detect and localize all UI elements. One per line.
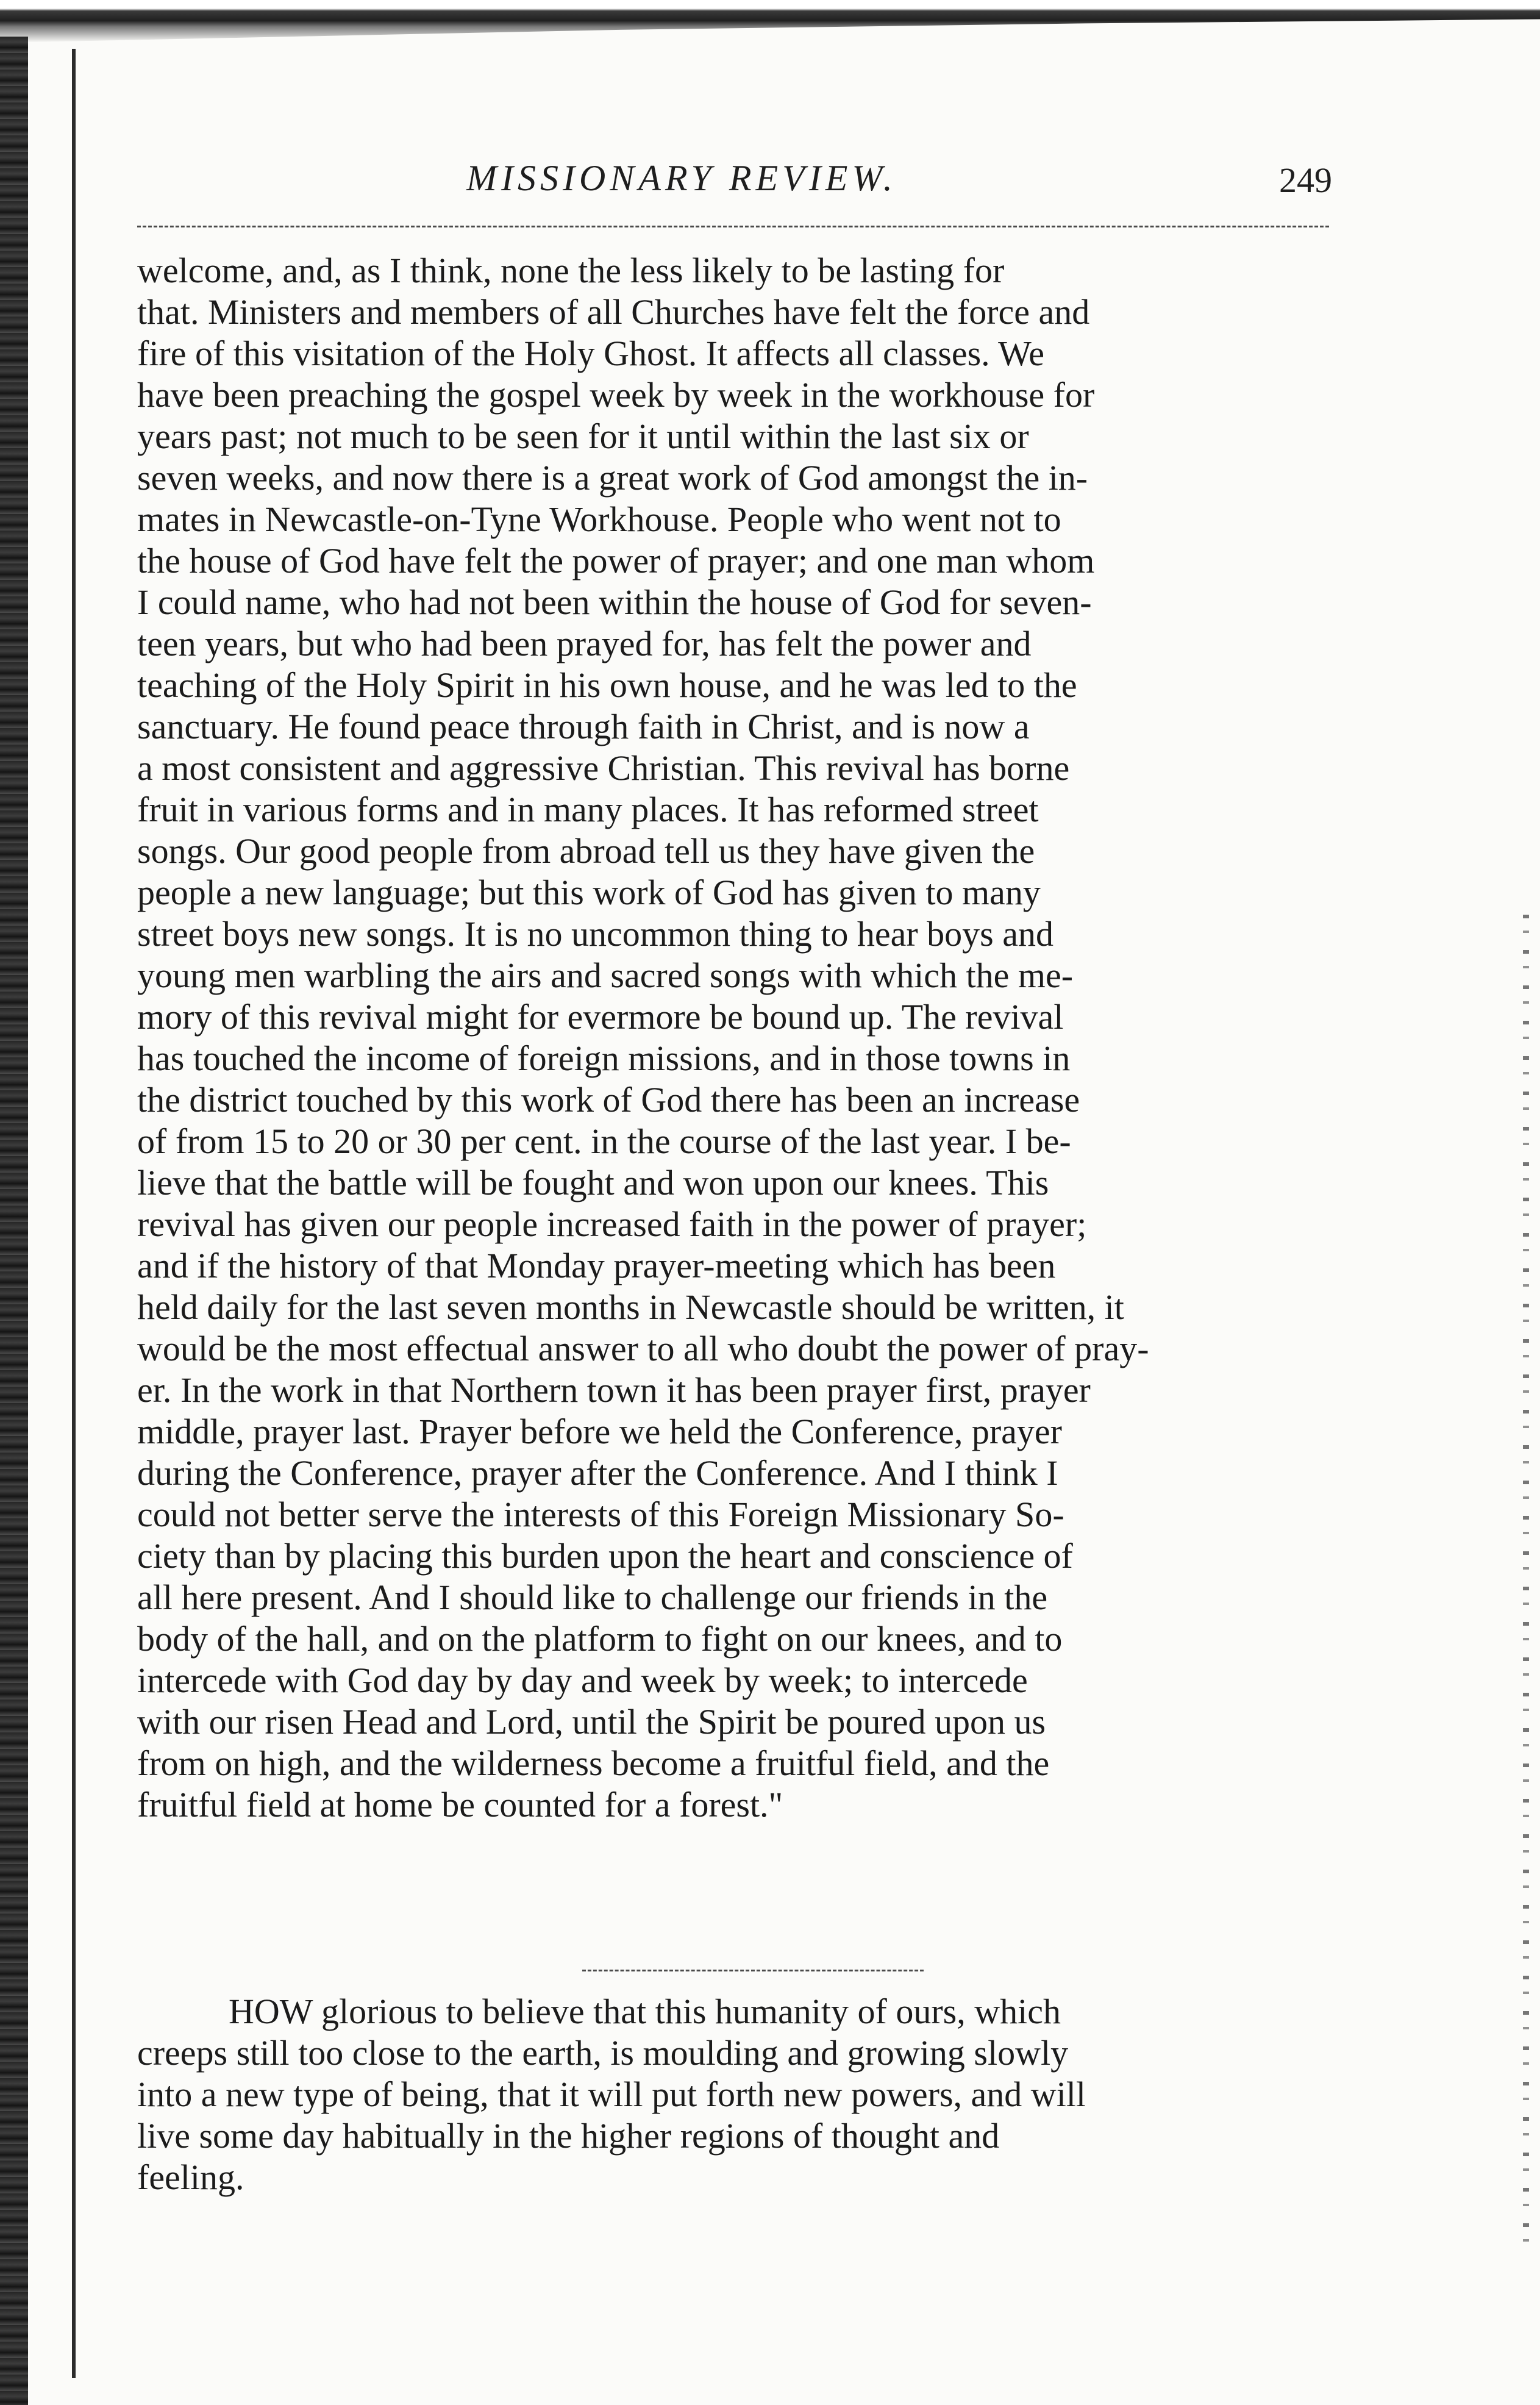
body-line: body of the hall, and on the platform to fight on our knees, and to (137, 1619, 1063, 1659)
body-line: have been preaching the gospel week by week in the workhouse for (137, 375, 1095, 415)
body-line: mory of this revival might for evermore be bound up. The revival (137, 997, 1064, 1037)
body-line: street boys new songs. It is no uncommon thing to hear boys and (137, 914, 1053, 954)
body-line: could not better serve the interests of this Foreign Missionary So- (137, 1495, 1064, 1534)
body-line: mates in Newcastle-on-Tyne Workhouse. People who went not to (137, 499, 1061, 539)
body-line: from on high, and the wilderness become a fruitful field, and the (137, 1743, 1050, 1783)
body-line: young men warbling the airs and sacred songs with which the me- (137, 956, 1074, 995)
body-line: er. In the work in that Northern town it has been prayer first, prayer (137, 1370, 1091, 1410)
running-title: MISSIONARY REVIEW. (466, 158, 897, 198)
quote-line: live some day habitually in the higher regions of thought and (137, 2116, 1000, 2156)
body-line: the district touched by this work of God there has been an increase (137, 1080, 1080, 1120)
body-line: years past; not much to be seen for it until within the last six or (137, 416, 1029, 456)
scan-right-specks (1523, 915, 1529, 2244)
body-line: people a new language; but this work of God has given to many (137, 873, 1041, 912)
body-line: revival has given our people increased faith in the power of prayer; (137, 1204, 1087, 1244)
page-number: 249 (1279, 160, 1332, 200)
scan-margin-line (72, 49, 76, 2378)
body-line: all here present. And I should like to challenge our friends in the (137, 1578, 1048, 1617)
body-text (137, 250, 1350, 1826)
body-line: sanctuary. He found peace through faith in Christ, and is now a (137, 707, 1030, 746)
quote-line: HOW glorious to believe that this humanity of ours, which (229, 1992, 1061, 2031)
body-line: songs. Our good people from abroad tell us they have given the (137, 831, 1035, 871)
body-line: fruit in various forms and in many places. It has reformed street (137, 790, 1039, 829)
body-line: that. Ministers and members of all Churches have felt the force and (137, 292, 1090, 332)
body-line: I could name, who had not been within the house of God for seven- (137, 582, 1092, 622)
body-line: and if the history of that Monday prayer-meeting which has been (137, 1246, 1056, 1285)
body-line: held daily for the last seven months in Newcastle should be written, it (137, 1287, 1124, 1327)
body-line: seven weeks, and now there is a great work of God amongst the in- (137, 458, 1088, 498)
quote-line: into a new type of being, that it will put forth new powers, and will (137, 2074, 1086, 2114)
quote-line: creeps still too close to the earth, is moulding and growing slowly (137, 2033, 1069, 2073)
quote-line: feeling. (137, 2157, 244, 2197)
scan-left-edge (0, 37, 28, 2405)
body-line: with our risen Head and Lord, until the Spirit be poured upon us (137, 1702, 1046, 1742)
section-divider (582, 1970, 924, 1971)
body-line: fruitful field at home be counted for a forest." (137, 1785, 783, 1824)
body-line: middle, prayer last. Prayer before we held the Conference, prayer (137, 1412, 1062, 1451)
body-line: welcome, and, as I think, none the less likely to be lasting for (137, 251, 1005, 290)
header-rule (137, 226, 1329, 227)
body-line: a most consistent and aggressive Christian. This revival has borne (137, 748, 1070, 788)
running-head (137, 146, 1332, 213)
body-line: teen years, but who had been prayed for, has felt the power and (137, 624, 1032, 663)
body-line: the house of God have felt the power of prayer; and one man whom (137, 541, 1095, 581)
body-line: during the Conference, prayer after the Conference. And I think I (137, 1453, 1058, 1493)
body-line: ciety than by placing this burden upon the heart and conscience of (137, 1536, 1073, 1576)
body-line: fire of this visitation of the Holy Ghost. It affects all classes. We (137, 334, 1044, 373)
body-line: would be the most effectual answer to all who doubt the power of pray- (137, 1329, 1149, 1368)
body-line: teaching of the Holy Spirit in his own house, and he was led to the (137, 665, 1077, 705)
body-line: intercede with God day by day and week by week; to intercede (137, 1660, 1028, 1700)
closing-quote (137, 1991, 1350, 2198)
body-line: of from 15 to 20 or 30 per cent. in the course of the last year. I be- (137, 1121, 1071, 1161)
body-line: has touched the income of foreign missions, and in those towns in (137, 1038, 1071, 1078)
scan-top-edge (0, 0, 1540, 43)
body-line: lieve that the battle will be fought and won upon our knees. This (137, 1163, 1049, 1202)
